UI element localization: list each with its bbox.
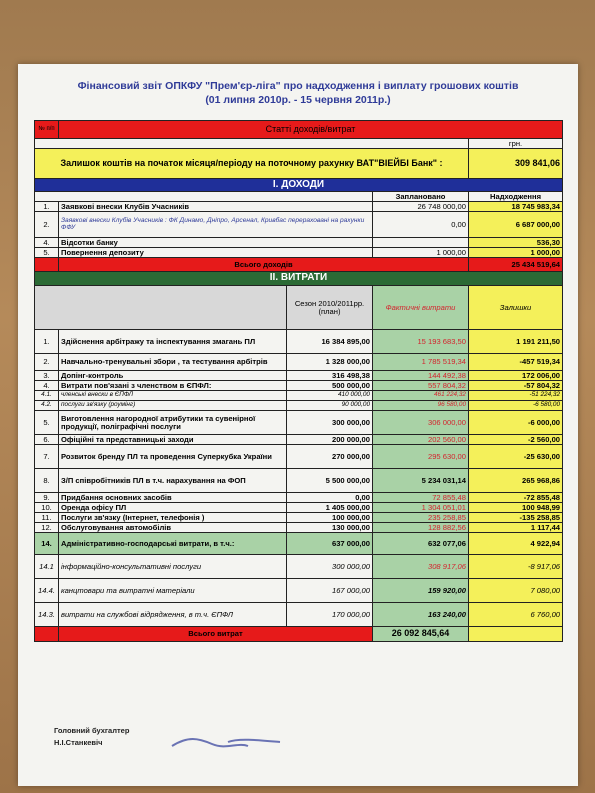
income-row [35, 248, 563, 258]
expenses-columns-row [35, 286, 563, 330]
actual-value: 202 560,00 [373, 435, 469, 445]
row-number: 5. [35, 248, 59, 258]
actual-value: 128 882,56 [373, 523, 469, 533]
plan-value: 500 000,00 [287, 381, 373, 391]
expense-row [35, 555, 563, 579]
currency-label: грн. [469, 139, 563, 149]
plan-value: 5 500 000,00 [287, 469, 373, 493]
expense-row [35, 493, 563, 503]
expenses-section-row [35, 272, 563, 286]
row-label: послуги зв'язку (роумінг) [59, 401, 287, 411]
remain-value: -25 630,00 [469, 445, 563, 469]
col-actual-expenses: Фактичні витрати [373, 286, 469, 330]
expense-row [35, 579, 563, 603]
plan-value: 1 328 000,00 [287, 354, 373, 371]
planned-value: 0,00 [373, 212, 469, 238]
actual-value: 96 580,00 [373, 401, 469, 411]
expense-row [35, 330, 563, 354]
remain-value: -6 000,00 [469, 411, 563, 435]
actual-value: 144 492,38 [373, 371, 469, 381]
row-number: 1. [35, 202, 59, 212]
remain-value: 4 922,94 [469, 533, 563, 555]
received-value: 536,30 [469, 238, 563, 248]
received-value: 6 687 000,00 [469, 212, 563, 238]
plan-value: 300 000,00 [287, 411, 373, 435]
actual-value: 1 785 519,34 [373, 354, 469, 371]
expense-row [35, 533, 563, 555]
report-period: (01 липня 2010р. - 15 червня 2011р.) [205, 94, 391, 106]
plan-value: 170 000,00 [287, 603, 373, 627]
plan-value: 300 000,00 [287, 555, 373, 579]
actual-value: 1 304 051,01 [373, 503, 469, 513]
row-label: витрати на службові відрядження, в т.ч. ЄПФЛ [59, 603, 287, 627]
plan-value: 167 000,00 [287, 579, 373, 603]
row-label: Оренда офісу ПЛ [59, 503, 287, 513]
plan-value: 100 000,00 [287, 513, 373, 523]
row-label: З/П співробітників ПЛ в т.ч. нарахування на ФОП [59, 469, 287, 493]
expense-row [35, 523, 563, 533]
row-number: 8. [35, 469, 59, 493]
row-number: 6. [35, 435, 59, 445]
row-number: 4.2. [35, 401, 59, 411]
income-section-row [35, 179, 563, 192]
row-number: 2. [35, 354, 59, 371]
actual-value: 235 258,85 [373, 513, 469, 523]
row-label: Розвиток бренду ПЛ та проведення Суперкубка України [59, 445, 287, 469]
actual-value: 163 240,00 [373, 603, 469, 627]
row-number: 3. [35, 371, 59, 381]
row-number: 14.4. [35, 579, 59, 603]
report-title: Фінансовий звіт ОПКФУ "Прем'єр-ліга" про надходження і виплату грошових коштів [77, 80, 519, 92]
row-number: 14.1 [35, 555, 59, 579]
row-label: Адміністративно-господарські витрати, в т.ч.: [59, 533, 287, 555]
actual-value: 306 000,00 [373, 411, 469, 435]
col-planned: Заплановано [373, 192, 469, 202]
row-label: Обслуговування автомобілів [59, 523, 287, 533]
income-row [35, 202, 563, 212]
plan-value: 637 000,00 [287, 533, 373, 555]
actual-value: 15 193 683,50 [373, 330, 469, 354]
opening-balance-value: 309 841,06 [469, 149, 563, 179]
chief-accountant-position: Головний бухгалтер [54, 726, 130, 735]
expense-row [35, 371, 563, 381]
row-label: Виготовлення нагородної атрибутики та сувенірної продукції, поліграфічні послуги [59, 411, 287, 435]
expenses-section-title: II. ВИТРАТИ [35, 272, 563, 286]
col-season-plan: Сезон 2010/2011рр. (план) [287, 286, 373, 330]
row-label: Послуги зв'язку (Інтернет, телефонія ) [59, 513, 287, 523]
row-label: Відсотки банку [59, 238, 373, 248]
remain-value: -457 519,34 [469, 354, 563, 371]
actual-value: 632 077,06 [373, 533, 469, 555]
income-section-title: І. ДОХОДИ [35, 179, 563, 192]
remain-value: -135 258,85 [469, 513, 563, 523]
plan-value: 130 000,00 [287, 523, 373, 533]
expense-row [35, 381, 563, 391]
row-label: Витрати пов'язані з членством в ЄПФЛ: [59, 381, 287, 391]
remain-value: -2 560,00 [469, 435, 563, 445]
expense-row [35, 354, 563, 371]
income-row [35, 238, 563, 248]
row-label: членські внески в ЄПФЛ [59, 391, 287, 401]
row-label: Придбання основних засобів [59, 493, 287, 503]
actual-value: 159 920,00 [373, 579, 469, 603]
row-number: 4.1. [35, 391, 59, 401]
actual-value: 461 224,32 [373, 391, 469, 401]
row-number: 10. [35, 503, 59, 513]
plan-value: 270 000,00 [287, 445, 373, 469]
income-total-label: Всього доходів [59, 258, 469, 272]
planned-value: 1 000,00 [373, 248, 469, 258]
remain-value: -72 855,48 [469, 493, 563, 503]
row-number: 5. [35, 411, 59, 435]
remain-value: 7 080,00 [469, 579, 563, 603]
financial-table [34, 120, 563, 642]
header-row [35, 121, 563, 139]
income-row [35, 212, 563, 238]
expense-row [35, 503, 563, 513]
expense-row [35, 391, 563, 401]
expenses-total-value: 26 092 845,64 [373, 627, 469, 642]
row-label: Заявкові внески Клубів Учасників [59, 202, 373, 212]
received-value: 18 745 983,34 [469, 202, 563, 212]
row-label: Здійснення арбітражу та інспектування змагань ПЛ [59, 330, 287, 354]
signature [168, 732, 288, 754]
actual-value: 5 234 031,14 [373, 469, 469, 493]
expenses-total-row [35, 627, 563, 642]
actual-value: 295 630,00 [373, 445, 469, 469]
expense-row [35, 411, 563, 435]
row-number: 11. [35, 513, 59, 523]
received-value: 1 000,00 [469, 248, 563, 258]
header-articles: Статті доходів/витрат [59, 121, 563, 139]
row-number: 4. [35, 238, 59, 248]
expense-row [35, 435, 563, 445]
actual-value: 557 804,32 [373, 381, 469, 391]
expense-row [35, 603, 563, 627]
plan-value: 200 000,00 [287, 435, 373, 445]
expense-row [35, 401, 563, 411]
chief-accountant-name: Н.І.Станкевіч [54, 738, 103, 747]
income-columns-row [35, 192, 563, 202]
row-number: 1. [35, 330, 59, 354]
row-number: 9. [35, 493, 59, 503]
remain-value: 265 968,86 [469, 469, 563, 493]
document-page [18, 64, 578, 786]
col-received: Надходження [469, 192, 563, 202]
plan-value: 316 498,38 [287, 371, 373, 381]
planned-value [373, 238, 469, 248]
expense-row [35, 445, 563, 469]
col-remainders: Залишки [469, 286, 563, 330]
row-number: 14.3. [35, 603, 59, 627]
actual-value: 308 917,06 [373, 555, 469, 579]
plan-value: 16 384 895,00 [287, 330, 373, 354]
row-label: інформаційно-консультативні послуги [59, 555, 287, 579]
remain-value: -57 804,32 [469, 381, 563, 391]
row-number: 14. [35, 533, 59, 555]
income-total-row [35, 258, 563, 272]
plan-value: 0,00 [287, 493, 373, 503]
opening-balance-label: Залишок коштів на початок місяця/періоду на поточному рахунку ВАТ"ВІЕЙБІ Банк" : [35, 149, 469, 179]
actual-value: 72 855,48 [373, 493, 469, 503]
income-total-value: 25 434 519,64 [469, 258, 563, 272]
remain-value: 6 760,00 [469, 603, 563, 627]
expense-row [35, 469, 563, 493]
plan-value: 90 000,00 [287, 401, 373, 411]
remain-value: 1 191 211,50 [469, 330, 563, 354]
row-number: 7. [35, 445, 59, 469]
row-label: Допінг-контроль [59, 371, 287, 381]
row-number: 12. [35, 523, 59, 533]
row-number: 2. [35, 212, 59, 238]
row-label: Повернення депозиту [59, 248, 373, 258]
expenses-total-label: Всього витрат [59, 627, 373, 642]
opening-balance-row [35, 149, 563, 179]
remain-value: -6 580,00 [469, 401, 563, 411]
row-label: Офіційні та представницькі заходи [59, 435, 287, 445]
plan-value: 410 000,00 [287, 391, 373, 401]
remain-value: 100 948,99 [469, 503, 563, 513]
plan-value: 1 405 000,00 [287, 503, 373, 513]
header-num: № п/п [35, 121, 59, 139]
remain-value: -51 224,32 [469, 391, 563, 401]
row-label: Навчально-тренувальні збори , та тестування арбітрів [59, 354, 287, 371]
row-number: 4. [35, 381, 59, 391]
row-label: канцтовари та витратні матеріали [59, 579, 287, 603]
remain-value: 172 006,00 [469, 371, 563, 381]
remain-value: 1 117,44 [469, 523, 563, 533]
expense-row [35, 513, 563, 523]
remain-value: -8 917,06 [469, 555, 563, 579]
row-label: Заявкові внески Клубів Учасників : ФК Динамо, Дніпро, Арсенал, Кривбас перераховані на рахунки ФФУ [59, 212, 373, 238]
currency-row [35, 139, 563, 149]
planned-value: 26 748 000,00 [373, 202, 469, 212]
